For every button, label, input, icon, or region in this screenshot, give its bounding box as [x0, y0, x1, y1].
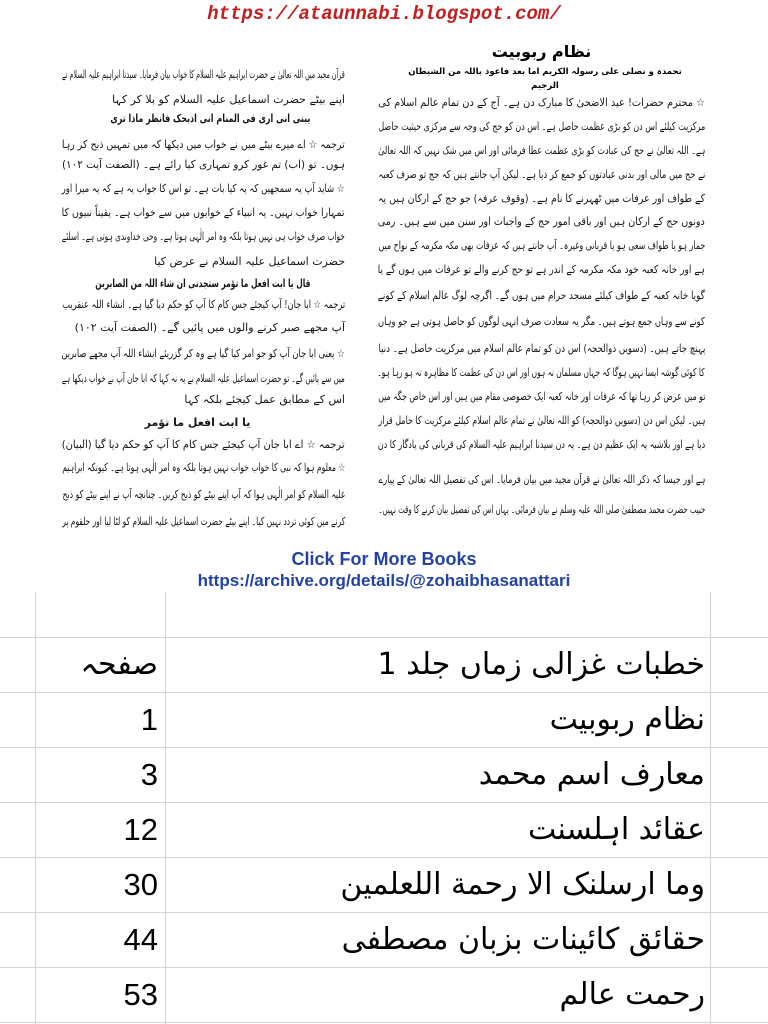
scan-text: دیا ہے اور بلاشبہ یہ ایک عظیم دن ہے۔ یہ دن سیدنا ابراہیم علیہ السلام کی قربانی کی یادگار کا دن: [377, 438, 705, 451]
toc-page-cell: [36, 857, 158, 912]
toc-page-cell: [36, 802, 158, 857]
scan-text: علیہ السلام کو امر الٰہی ہوا کہ آپ اپنے بیٹے کو ذبح کریں۔ چنانچہ آپ نے اپنے بیٹے کو ذبح: [62, 488, 345, 501]
toc-page-number: 44: [123, 922, 158, 957]
scan-text-line: [378, 212, 705, 232]
scan-text-line: [62, 458, 345, 478]
scan-text: حبیب حضرت محمد مصطفیٰ صلی اللہ علیہ وسلم نے بیان فرمائی۔ یہاں اس کی تفصیل بیان کرنے کا وقت نہیں۔: [378, 503, 705, 516]
scan-text: مرکزیت کیلئے اس دن کو بڑی عظمت حاصل ہے۔ اس دن کو حج کی وجہ سے مرکزی حیثیت حاصل: [378, 120, 705, 133]
toc-title-cell: [166, 692, 705, 747]
scan-text: کرنے میں کوئی تردد نہیں کیا۔ اپنے بیٹے حضرت اسماعیل علیہ السلام کو لٹا لیا اور حلقوم پر: [61, 515, 345, 528]
quran-verse-line: [95, 274, 310, 294]
scan-text: نے حج میں مالی اور بدنی عبادتوں کو جمع کر دیا ہے۔ لیکن آپ جانتے ہیں کہ حج تو صرف کعبہ: [378, 168, 705, 181]
scan-text-line: [62, 179, 345, 199]
scan-text: ☆ یعنی ابا جان آپ کو جو امر کیا گیا ہے وہ کر گزریئے انشاء اللہ آپ مجھے صابرین: [61, 347, 345, 360]
scan-text: ہیں۔ لیکن اس دن (دسویں ذوالحجہ) کو اللہ تعالیٰ نے تمام عالم اسلام کیلئے مرکزیت کا حامل قرار: [377, 414, 705, 427]
scan-text-line: [62, 135, 345, 155]
scan-text-line: [62, 512, 345, 532]
scan-text: تو میں عرض کر رہا تھا کہ عرفات اور خانہ کعبہ ایک خصوصی مقام میں ہیں اور اس خاص جگہ میں: [377, 390, 705, 403]
toc-title-text: حقائق کائینات بزبان مصطفی: [341, 922, 705, 957]
toc-page-cell: [36, 912, 158, 967]
toc-title-text: عقائد اہلسنت: [528, 812, 705, 847]
toc-title-cell: [166, 912, 705, 967]
quran-verse-line: [140, 413, 255, 433]
toc-page-number: 1: [140, 702, 158, 737]
toc-page-cell: [36, 967, 158, 1022]
scan-text: جمار ہو یا طواف سعی ہو یا قربانی وغیرہ۔ آپ جانتے ہیں کہ عرفات بھی مکہ مکرمہ کے نواح میں: [378, 239, 705, 252]
scan-text-line: [378, 117, 705, 137]
scan-text-line: [378, 312, 705, 332]
scan-text-line: [62, 203, 345, 223]
scan-text-line: [378, 387, 705, 407]
scan-text: ترجمہ ☆ ابا جان! آپ کیجئے جس کام کا آپ کو حکم دیا گیا ہے۔ انشاء اللہ عنقریب: [62, 298, 345, 311]
scan-text: ☆ معلوم ہوا کہ نبی کا خواب خواب نہیں ہوتا بلکہ وہ امر الٰہی ہوتا ہے۔ کیونکہ ابراہیم: [61, 461, 345, 474]
scan-text-line: [62, 390, 345, 410]
scan-text: کا کوئی گوشہ ایسا نہیں ہوگا کہ جہاں مسلمان نہ ہوں اور اس دن کی عظمت کا مظاہرہ نہ ہو رہا ہو۔: [377, 366, 705, 379]
scan-text-line: [62, 435, 345, 455]
scan-text: ہے اور خانہ کعبہ خود مکہ مکرمہ کے اندر ہے تو حج کرنے والے تو عرفات میں ہوں گے یا: [377, 263, 705, 276]
scan-text: ہوں۔ تو (اب) تم غور کرو تمہاری کیا رائے ہے۔ (الصفت آیت ۱۰۲): [62, 158, 345, 171]
scan-text-line: [378, 236, 705, 256]
scan-text: ترجمہ ☆ اے میرے بیٹے میں نے خواب میں دیکھا کہ میں تمہیں ذبح کر رہا: [62, 138, 345, 151]
scan-text-line: [62, 90, 345, 110]
toc-title-text: رحمت عالم: [559, 977, 705, 1012]
toc-title-cell: [166, 857, 705, 912]
toc-page-cell: [36, 747, 158, 802]
scan-text: کونے سے وہاں جمع ہوتے ہیں۔ مگر یہ سعادت صرف انہی لوگوں کو حاصل ہوتی ہے جو وہاں: [378, 315, 705, 328]
opening-invocation: نحمدہ و نصلی علی رسولہ الکریم اما بعد فاعوذ باللہ من الشیطان الرجیم: [408, 67, 682, 91]
scan-text-line: [378, 141, 705, 161]
scan-text-line: [378, 339, 705, 359]
scan-text: دونوں حج کے ارکان ہیں اور باقی امور حج کے واجبات اور سنن میں سے ہیں۔ رمی: [377, 215, 705, 228]
scan-text: ہے اور جیسا کہ ذکر اللہ تعالیٰ نے قرآن مجید میں بیان فرمایا۔ اس کی تفصیل اللہ تعالیٰ کے پیارے: [378, 473, 705, 486]
scan-text: خواب صرف خواب ہی نہیں ہوتا بلکہ وہ امر الٰہی ہوتا ہے۔ وحی خداوندی ہوتی ہے۔ اسلئے: [62, 230, 345, 243]
scan-text: ☆ محترم حضرات! عید الاضحیٰ کا مبارک دن ہے۔ آج کے دن تمام عالم اسلام کی: [378, 96, 705, 109]
scan-text-line: [62, 318, 345, 338]
scan-text-line: [62, 344, 345, 364]
scan-text: یبنی انی اری فی المنام انی اذبحک فانظر ماذا تری: [109, 112, 310, 125]
scan-text-line: [378, 435, 705, 455]
scan-text: قال یا ابت افعل ما تؤمر ستجدنی ان شاء اللہ من الصابرین: [94, 277, 310, 290]
scan-text-line: [62, 65, 345, 85]
scan-text-line: [62, 369, 345, 389]
toc-page-cell: [36, 692, 158, 747]
scan-text-line: [62, 227, 345, 247]
toc-page-number: 30: [123, 867, 158, 902]
scan-text-line: [62, 252, 345, 272]
scan-text-line: [62, 295, 345, 315]
archive-link[interactable]: https://archive.org/details/@zohaibhasanattari: [197, 571, 571, 590]
scan-text-line: [378, 165, 705, 185]
scan-text: آپ مجھے صبر کرنے والوں میں پائیں گے۔ (الصفت آیت ۱۰۲): [74, 321, 345, 334]
scan-text: اپنے بیٹے حضرت اسماعیل علیہ السلام کو بلا کر کہا: [112, 93, 345, 106]
toc-title-cell: [166, 802, 705, 857]
scan-text: گویا خانہ کعبہ کے طواف کیلئے مسجد حرام میں ہوں گے۔ اگرچہ لوگ عالم اسلام کے کونے: [377, 289, 705, 302]
scan-text: حضرت اسماعیل علیہ السلام نے عرض کیا: [154, 255, 345, 268]
scan-text-line: [378, 470, 705, 490]
scan-text-line: [378, 189, 705, 209]
toc-book-title: [166, 637, 705, 692]
toc-page-number: 3: [140, 757, 158, 792]
toc-title-text: نظام ربوبیت: [549, 702, 705, 737]
scan-text: یا ابت افعل ما تؤمر: [144, 416, 251, 429]
scan-text-line: [378, 260, 705, 280]
toc-title-text: وما ارسلنک الا رحمة اللعلمین: [340, 867, 705, 902]
toc-page-number: 53: [123, 977, 158, 1012]
scan-text: ترجمہ ☆ اے ابا جان آپ کیجئے جس کام کا آپ کو حکم دیا گیا (البیان): [62, 438, 345, 451]
toc-title-cell: [166, 747, 705, 802]
scan-text-line: [378, 411, 705, 431]
article-title: نظام ربوبیت: [491, 42, 592, 61]
source-url-link[interactable]: https://ataunnabi.blogspot.com/: [207, 3, 561, 25]
grid-line: [710, 592, 711, 1024]
toc-title-cell: [166, 967, 705, 1022]
scan-text: اس کے مطابق عمل کیجئے بلکہ کہا: [184, 393, 345, 406]
quran-verse-line: [110, 109, 310, 129]
scan-text: ہے۔ اللہ تعالیٰ نے حج کی عبادت کو بڑی عظمت عطا فرمائی اور اس میں شک نہیں کہ اللہ تعالیٰ: [377, 144, 705, 157]
scan-text: پہنچ جاتے ہیں۔ (دسویں ذوالحجہ) اس دن کو تمام عالم اسلام میں مرکزیت حاصل ہے۔ دنیا: [378, 342, 705, 355]
toc-title-text: معارف اسم محمد: [478, 757, 705, 792]
scan-text: کے طواف اور عرفات میں ٹھہرنے کا نام ہے۔ (وقوف عرفہ) جو حج کے ارکان ہیں یہ: [377, 192, 705, 205]
scan-text-line: [62, 485, 345, 505]
scan-text-line: [378, 93, 705, 113]
toc-page-header: [36, 637, 158, 692]
scan-text-line: [378, 363, 705, 383]
scan-text-line: [378, 500, 705, 520]
toc-page-number: 12: [123, 812, 158, 847]
scan-text: ☆ شاید آپ یہ سمجھیں کہ یہ کیا بات ہے۔ تو اس کا جواب یہ ہے کہ یہ میرا اور: [62, 182, 345, 195]
scan-text: قرآن مجید میں اللہ تعالیٰ نے حضرت ابراہیم علیہ السلام کا خواب بیان فرمایا۔ سیدنا ابراہیم علیہ السلام نے: [62, 68, 345, 81]
scan-text: تمہارا خواب نہیں۔ یہ انبیاء کے خوابوں میں سے خواب ہے۔ یقیناً نبیوں کا: [62, 206, 345, 219]
scan-text: میں سے پائیں گے۔ تو حضرت اسماعیل علیہ السلام نے یہ نہ کہا کہ ابا جان آپ نے خواب دیکھا ہے: [61, 372, 345, 385]
grid-line: [0, 1022, 768, 1023]
toc-page-header-text: صفحہ: [80, 647, 158, 682]
scan-text-line: [62, 155, 345, 175]
more-books-label: Click For More Books: [291, 549, 477, 569]
scan-text-line: [378, 286, 705, 306]
toc-book-title-text: خطبات غزالی زماں جلد 1: [377, 647, 705, 682]
